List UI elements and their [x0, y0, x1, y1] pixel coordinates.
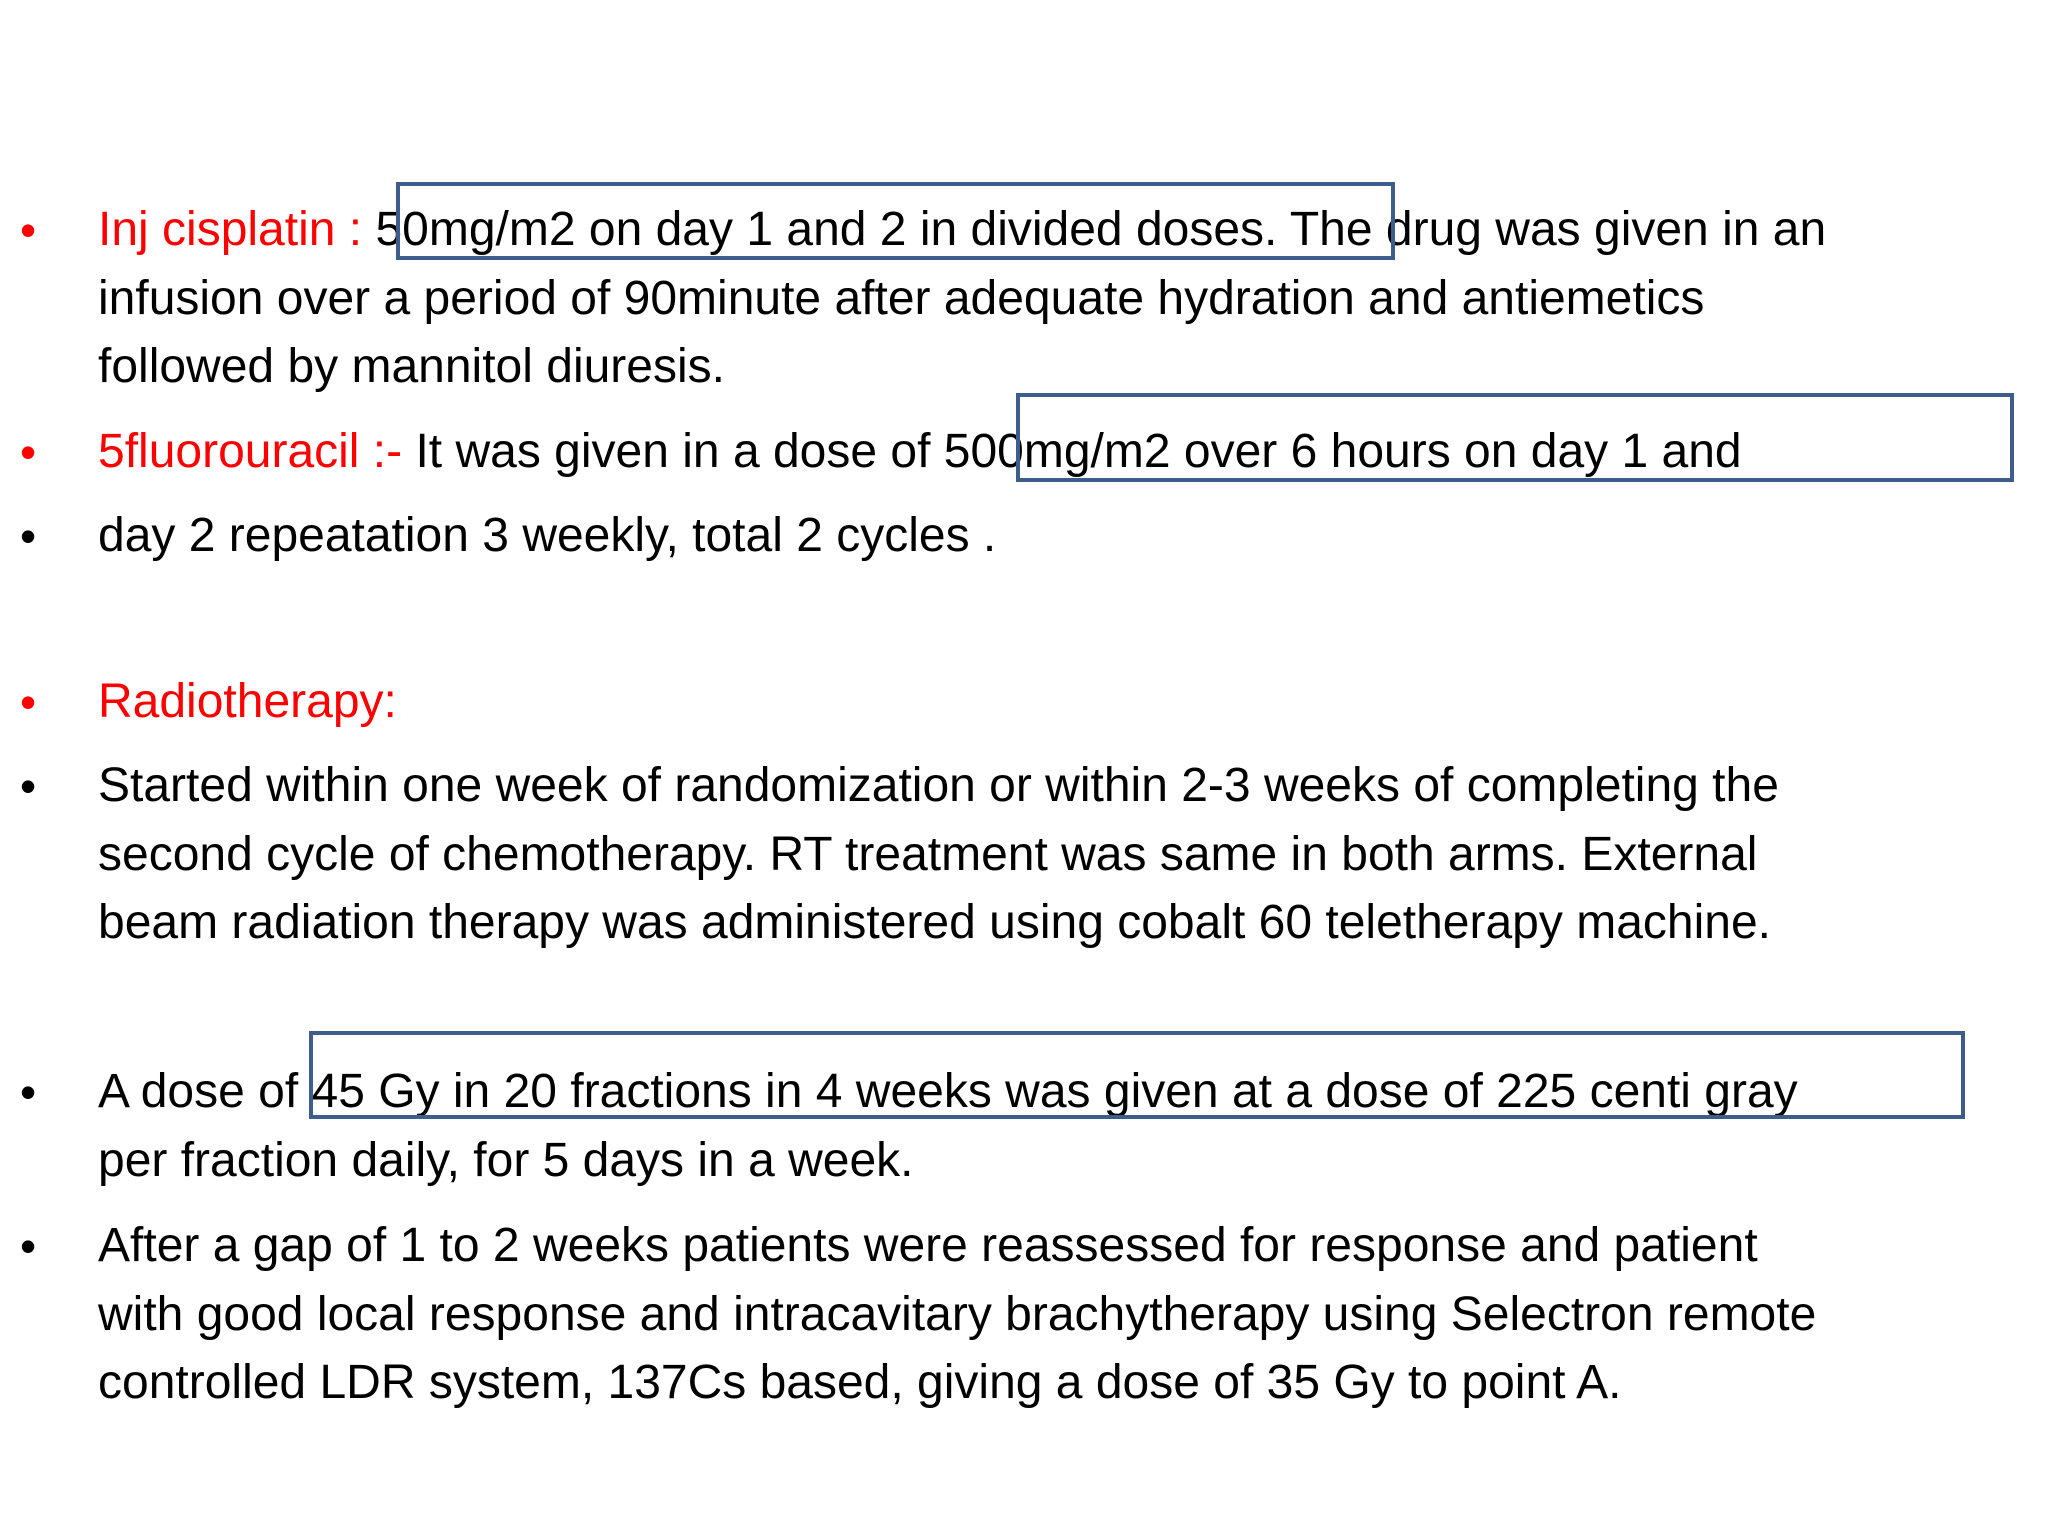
bullet-marker: •	[20, 426, 37, 478]
text-line: A dose of 45 Gy in 20 fractions in 4 weeks was given at a dose of 225 centi gray	[98, 1065, 1798, 1118]
bullet-label: Radiotherapy:	[98, 675, 397, 728]
bullet-text	[98, 502, 2038, 571]
text-line: infusion over a period of 90minute after adequate hydration and antiemetics	[98, 271, 1705, 325]
bullet-marker: •	[20, 1220, 37, 1272]
bullet-text	[98, 196, 2038, 402]
bullet-label: 5fluorouracil :-	[98, 425, 403, 478]
bullet-text	[98, 668, 2038, 737]
bullet-marker: •	[20, 760, 37, 812]
text-line: second cycle of chemotherapy. RT treatment was same in both arms. External	[98, 827, 1758, 881]
text-line: After a gap of 1 to 2 weeks patients were reassessed for response and patient	[98, 1219, 1758, 1272]
bullet-text	[98, 418, 2038, 487]
bullet-label: Inj cisplatin :	[98, 203, 363, 256]
text-segment: It was given in a dose of 500mg/m2 over 6 hours on day 1 and	[402, 425, 1742, 478]
text-line: with good local response and intracavitary brachytherapy using Selectron remote	[98, 1287, 1817, 1341]
bullet-marker: •	[20, 676, 37, 728]
text-line: followed by mannitol diuresis.	[98, 340, 725, 393]
text-line: Started within one week of randomization or within 2-3 weeks of completing the	[98, 759, 1779, 812]
text-line	[98, 418, 2038, 487]
text-line: per fraction daily, for 5 days in a week.	[98, 1133, 914, 1187]
bullet-text	[98, 752, 2038, 958]
text-line	[98, 196, 2038, 265]
bullet-text	[98, 1058, 2038, 1195]
bullet-marker: •	[20, 1066, 37, 1118]
bullet-marker: •	[20, 510, 37, 562]
bullet-marker: •	[20, 204, 37, 256]
text-line: day 2 repeatation 3 weekly, total 2 cycles .	[98, 509, 997, 562]
text-line: controlled LDR system, 137Cs based, giving a dose of 35 Gy to point A.	[98, 1356, 1622, 1409]
text-line: beam radiation therapy was administered using cobalt 60 teletherapy machine.	[98, 896, 1771, 949]
text-segment: 50mg/m2 on day 1 and 2 in divided doses. The drug was given in an	[362, 203, 1827, 256]
bullet-text	[98, 1212, 2038, 1418]
